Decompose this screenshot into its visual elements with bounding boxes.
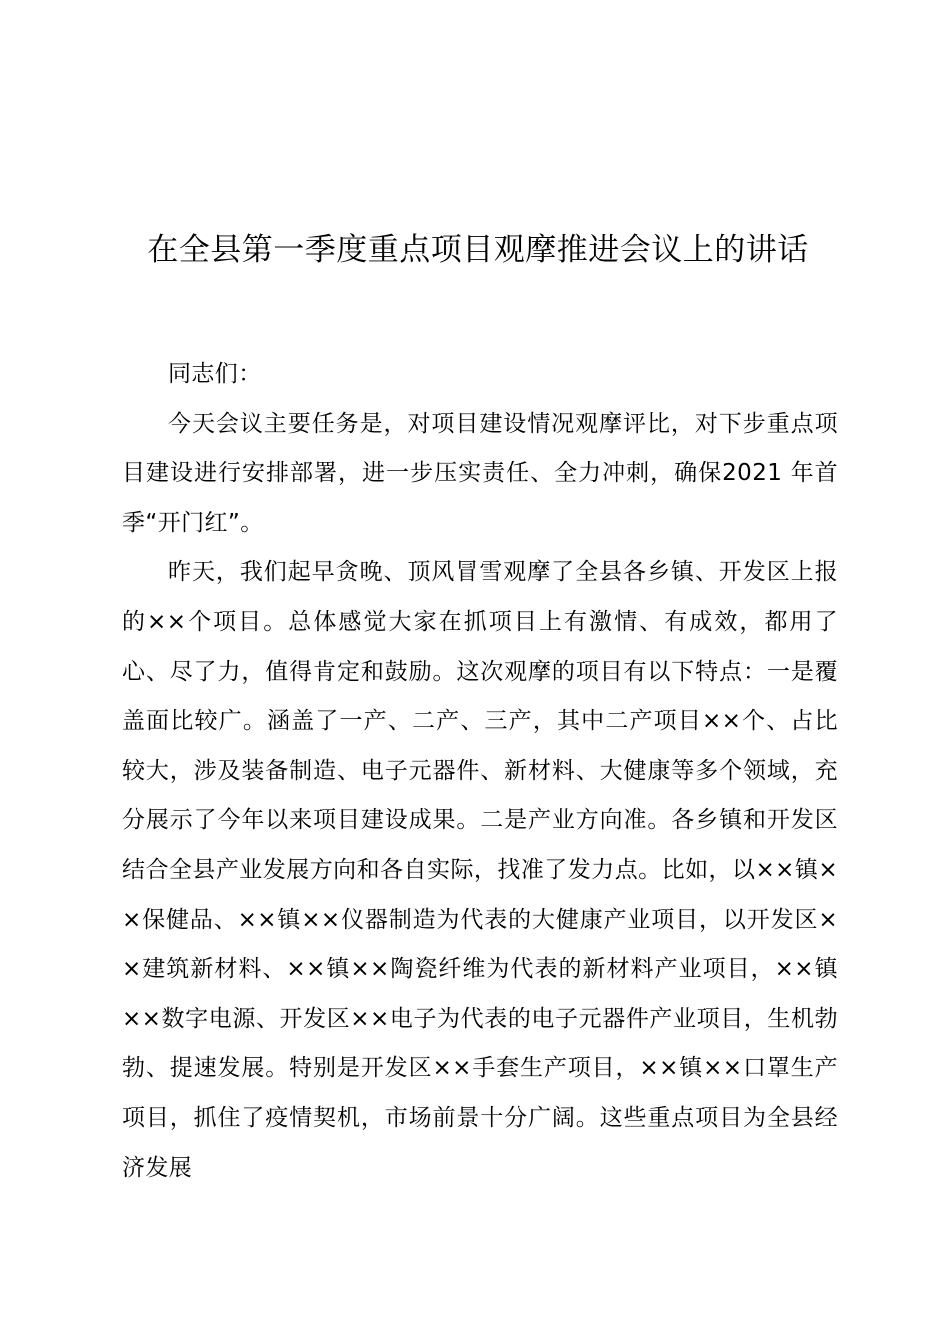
paragraph-1: 今天会议主要任务是，对项目建设情况观摩评比，对下步重点项目建设进行安排部署，进一步压实责任、全力冲刺，确保2021 年首季“开门红”。 [122,410,838,536]
paragraph-2: 昨天，我们起早贪晚、顶风冒雪观摩了全县各乡镇、开发区上报的××个项目。总体感觉大家在抓项目上有激情、有成效，都用了心、尽了力，值得肯定和鼓励。这次观摩的项目有以下特点：一是覆盖面比较广。涵盖了一产、二产、三产，其中二产项目××个、占比较大，涉及装备制造、电子元器件、新材料、大健康等多个领域，充分展示了今年以来项目建设成果。二是产业方向准。各乡镇和开发区结合全县产业发展方向和各自实际，找准了发力点。比如，以××镇××保健品、××镇××仪器制造为代表的大健康产业项目，以开发区××建筑新材料、××镇××陶瓷纤维为代表的新材料产业项目，××镇××数字电源、开发区××电子为代表的电子元器件产业项目，生机勃勃、提速发展。特别是开发区××手套生产项目，××镇××口罩生产项目，抓住了疫情契机，市场前景十分广阔。这些重点项目为全县经济发展 [122,559,838,1181]
salutation: 同志们： [168,361,262,387]
document-title: 在全县第一季度重点项目观摩推进会议上的讲话 [147,232,809,268]
document-body [122,350,838,1193]
